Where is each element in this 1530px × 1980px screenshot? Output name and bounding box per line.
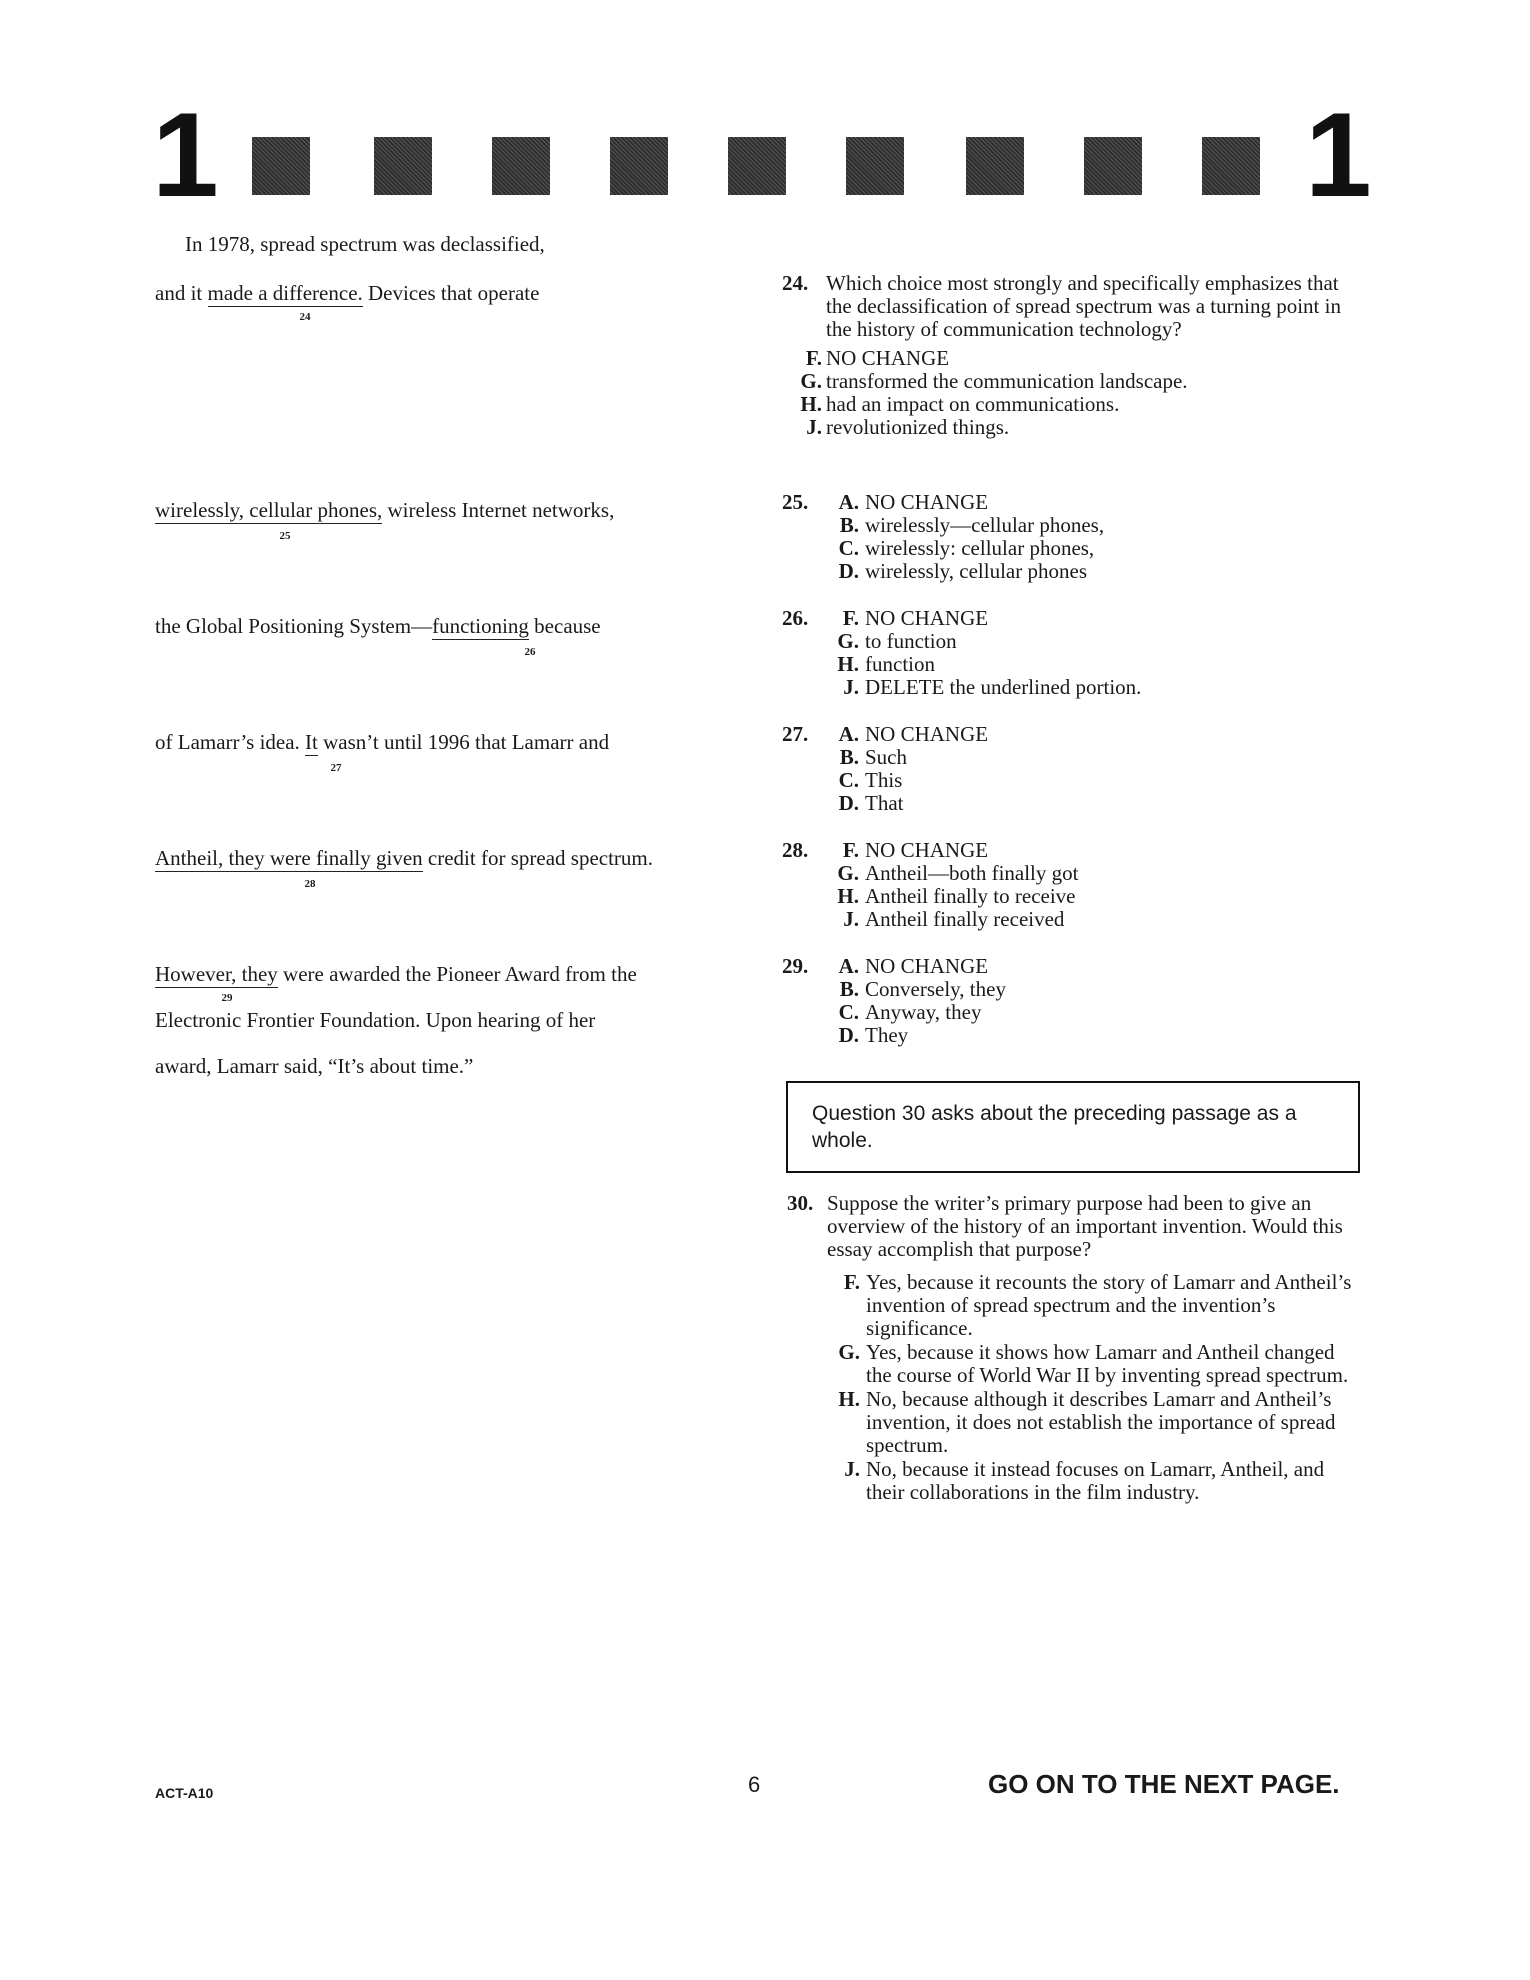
option-text: No, because although it describes Lamarr and Antheil’s invention, it does not establish the importance of spread spectrum.	[866, 1387, 1336, 1457]
answer-option[interactable]	[782, 862, 1362, 885]
answer-option[interactable]	[782, 769, 1362, 792]
option-text: revolutionized things.	[826, 415, 1010, 439]
answer-options	[782, 347, 1362, 439]
question-27	[782, 723, 1362, 815]
option-text: Yes, because it recounts the story of Lamarr and Antheil’s invention of spread spectrum and the invention’s significance.	[866, 1270, 1352, 1340]
option-letter: B.	[839, 977, 859, 1001]
passage-line: Electronic Frontier Foundation. Upon hearing of her	[155, 1008, 596, 1032]
header-box	[374, 137, 432, 195]
option-letter: A.	[838, 490, 859, 514]
header-box	[966, 137, 1024, 195]
answer-option[interactable]	[787, 1458, 1362, 1504]
option-letter: F.	[843, 1270, 860, 1294]
option-text: They	[865, 1023, 909, 1047]
answer-option[interactable]	[787, 1341, 1362, 1387]
form-code: ACT-A10	[155, 1785, 214, 1801]
passage-line	[155, 497, 614, 523]
option-letter: B.	[839, 513, 859, 537]
question-28	[782, 839, 1362, 931]
passage-note-box: Question 30 asks about the preceding passage as a whole.	[786, 1081, 1360, 1173]
option-text: wirelessly—cellular phones,	[865, 513, 1105, 537]
passage-line	[155, 729, 609, 755]
option-text: Antheil finally to receive	[865, 884, 1076, 908]
option-text: This	[865, 768, 903, 792]
option-letter: C.	[838, 1000, 859, 1024]
option-letter: G.	[837, 629, 859, 653]
question-number: 24.	[782, 271, 809, 295]
option-text: That	[865, 791, 904, 815]
answer-option[interactable]	[782, 347, 1362, 370]
option-letter: J.	[843, 907, 859, 931]
question-text: Suppose the writer’s primary purpose had been to give an overview of the history of an important invention. Would this essay accomplish that purpose?	[827, 1191, 1343, 1261]
passage-text: the Global Positioning System—	[155, 614, 433, 638]
question-marker: 26	[524, 646, 536, 658]
option-text: had an impact on communications.	[826, 392, 1120, 416]
answer-options	[787, 1271, 1362, 1504]
answer-option[interactable]	[782, 653, 1362, 676]
option-letter: F.	[842, 838, 859, 862]
answer-option[interactable]	[782, 1024, 1362, 1047]
option-text: wirelessly, cellular phones	[865, 559, 1087, 583]
option-text: DELETE the underlined portion.	[865, 675, 1142, 699]
header-box	[846, 137, 904, 195]
question-number: 25.	[782, 490, 809, 514]
passage-text: wasn’t until 1996 that Lamarr and	[317, 730, 610, 754]
option-letter: C.	[838, 768, 859, 792]
passage-text: wireless Internet networks,	[382, 498, 615, 522]
question-marker: 29	[221, 992, 233, 1004]
answer-option[interactable]	[782, 746, 1362, 769]
answer-option[interactable]	[782, 955, 1362, 978]
option-text: wirelessly: cellular phones,	[865, 536, 1095, 560]
question-marker: 28	[304, 878, 316, 890]
underlined-portion: functioning	[432, 614, 529, 638]
header-box	[252, 137, 310, 195]
option-text: No, because it instead focuses on Lamarr, Antheil, and their collaborations in the film industry.	[866, 1457, 1325, 1504]
passage-line: In 1978, spread spectrum was declassified,	[185, 232, 545, 256]
underlined-portion: It	[305, 730, 318, 754]
passage-text: of Lamarr’s idea.	[155, 730, 306, 754]
answer-option[interactable]	[782, 676, 1362, 699]
next-page-notice: GO ON TO THE NEXT PAGE.	[988, 1769, 1340, 1799]
option-letter: D.	[838, 791, 859, 815]
option-letter: J.	[806, 415, 822, 439]
answer-option[interactable]	[782, 630, 1362, 653]
question-marker: 27	[330, 762, 342, 774]
option-letter: D.	[838, 559, 859, 583]
option-text: NO CHANGE	[865, 490, 989, 514]
option-letter: D.	[838, 1023, 859, 1047]
option-text: NO CHANGE	[865, 606, 989, 630]
page-number: 6	[748, 1772, 761, 1797]
question-30	[787, 1192, 1362, 1504]
answer-option[interactable]	[787, 1271, 1362, 1340]
option-text: transformed the communication landscape.	[826, 369, 1188, 393]
option-letter: F.	[805, 346, 822, 370]
answer-option[interactable]	[782, 416, 1362, 439]
option-letter: A.	[838, 954, 859, 978]
underlined-portion: wirelessly, cellular phones,	[155, 498, 383, 522]
answer-option[interactable]	[782, 792, 1362, 815]
option-text: function	[865, 652, 935, 676]
header-box	[492, 137, 550, 195]
header-box	[1084, 137, 1142, 195]
passage-line	[155, 961, 637, 987]
question-stem	[787, 1192, 1362, 1261]
header-box	[728, 137, 786, 195]
question-25-options	[782, 491, 1362, 583]
option-letter: H.	[837, 884, 859, 908]
passage-line: award, Lamarr said, “It’s about time.”	[155, 1054, 474, 1078]
option-text: Conversely, they	[865, 977, 1006, 1001]
question-marker: 24	[299, 311, 311, 323]
question-marker: 25	[279, 530, 291, 542]
answer-option[interactable]	[782, 514, 1362, 537]
section-number-left: 1	[152, 88, 219, 222]
passage-text: because	[528, 614, 601, 638]
option-letter: F.	[842, 606, 859, 630]
answer-option[interactable]	[782, 978, 1362, 1001]
option-letter: H.	[800, 392, 822, 416]
header-box	[1202, 137, 1260, 195]
answer-option[interactable]	[782, 370, 1362, 393]
option-letter: B.	[839, 745, 859, 769]
answer-option[interactable]	[782, 1001, 1362, 1024]
option-text: NO CHANGE	[826, 346, 950, 370]
option-text: NO CHANGE	[865, 722, 989, 746]
answer-option[interactable]	[782, 537, 1362, 560]
passage-line	[155, 845, 653, 871]
option-text: NO CHANGE	[865, 954, 989, 978]
question-number: 30.	[787, 1191, 814, 1215]
option-text: NO CHANGE	[865, 838, 989, 862]
option-letter: H.	[838, 1387, 860, 1411]
underlined-portion: made a difference.	[207, 281, 363, 305]
question-stem	[782, 272, 1362, 341]
underlined-portion: Antheil, they were finally given	[155, 846, 423, 870]
option-text: Yes, because it shows how Lamarr and Antheil changed the course of World War II by inventing spread spectrum.	[866, 1340, 1349, 1387]
section-number-right: 1	[1305, 88, 1372, 222]
passage-text: were awarded the Pioneer Award from the	[277, 962, 637, 986]
answer-option[interactable]	[782, 491, 1362, 514]
answer-option[interactable]	[782, 607, 1362, 630]
question-29	[782, 955, 1362, 1047]
passage-line	[155, 280, 539, 306]
underlined-portion: However, they	[155, 962, 278, 986]
option-letter: A.	[838, 722, 859, 746]
passage-text: Devices that operate	[362, 281, 540, 305]
option-letter: H.	[837, 652, 859, 676]
question-text: Which choice most strongly and specifically emphasizes that the declassification of spread spectrum was a turning point in the history of communication technology?	[826, 271, 1341, 341]
question-24	[782, 272, 1362, 439]
answer-option[interactable]	[782, 560, 1362, 583]
option-text: Antheil—both finally got	[865, 861, 1079, 885]
answer-option[interactable]	[787, 1388, 1362, 1457]
option-letter: J.	[844, 1457, 860, 1481]
question-26	[782, 607, 1362, 699]
question-number: 26.	[782, 606, 809, 630]
option-letter: G.	[800, 369, 822, 393]
question-number: 28.	[782, 838, 809, 862]
passage-text: credit for spread spectrum.	[422, 846, 653, 870]
passage-text: and it	[155, 281, 208, 305]
option-letter: G.	[838, 1340, 860, 1364]
answer-option[interactable]	[782, 723, 1362, 746]
answer-option[interactable]	[782, 885, 1362, 908]
answer-option[interactable]	[782, 839, 1362, 862]
option-text: Antheil finally received	[865, 907, 1065, 931]
option-letter: C.	[838, 536, 859, 560]
option-text: Such	[865, 745, 907, 769]
answer-option[interactable]	[782, 393, 1362, 416]
passage-line	[155, 613, 601, 639]
answer-option[interactable]	[782, 908, 1362, 931]
option-text: Anyway, they	[865, 1000, 982, 1024]
header-box	[610, 137, 668, 195]
question-number: 27.	[782, 722, 809, 746]
option-text: to function	[865, 629, 957, 653]
option-letter: G.	[837, 861, 859, 885]
option-letter: J.	[843, 675, 859, 699]
question-number: 29.	[782, 954, 809, 978]
